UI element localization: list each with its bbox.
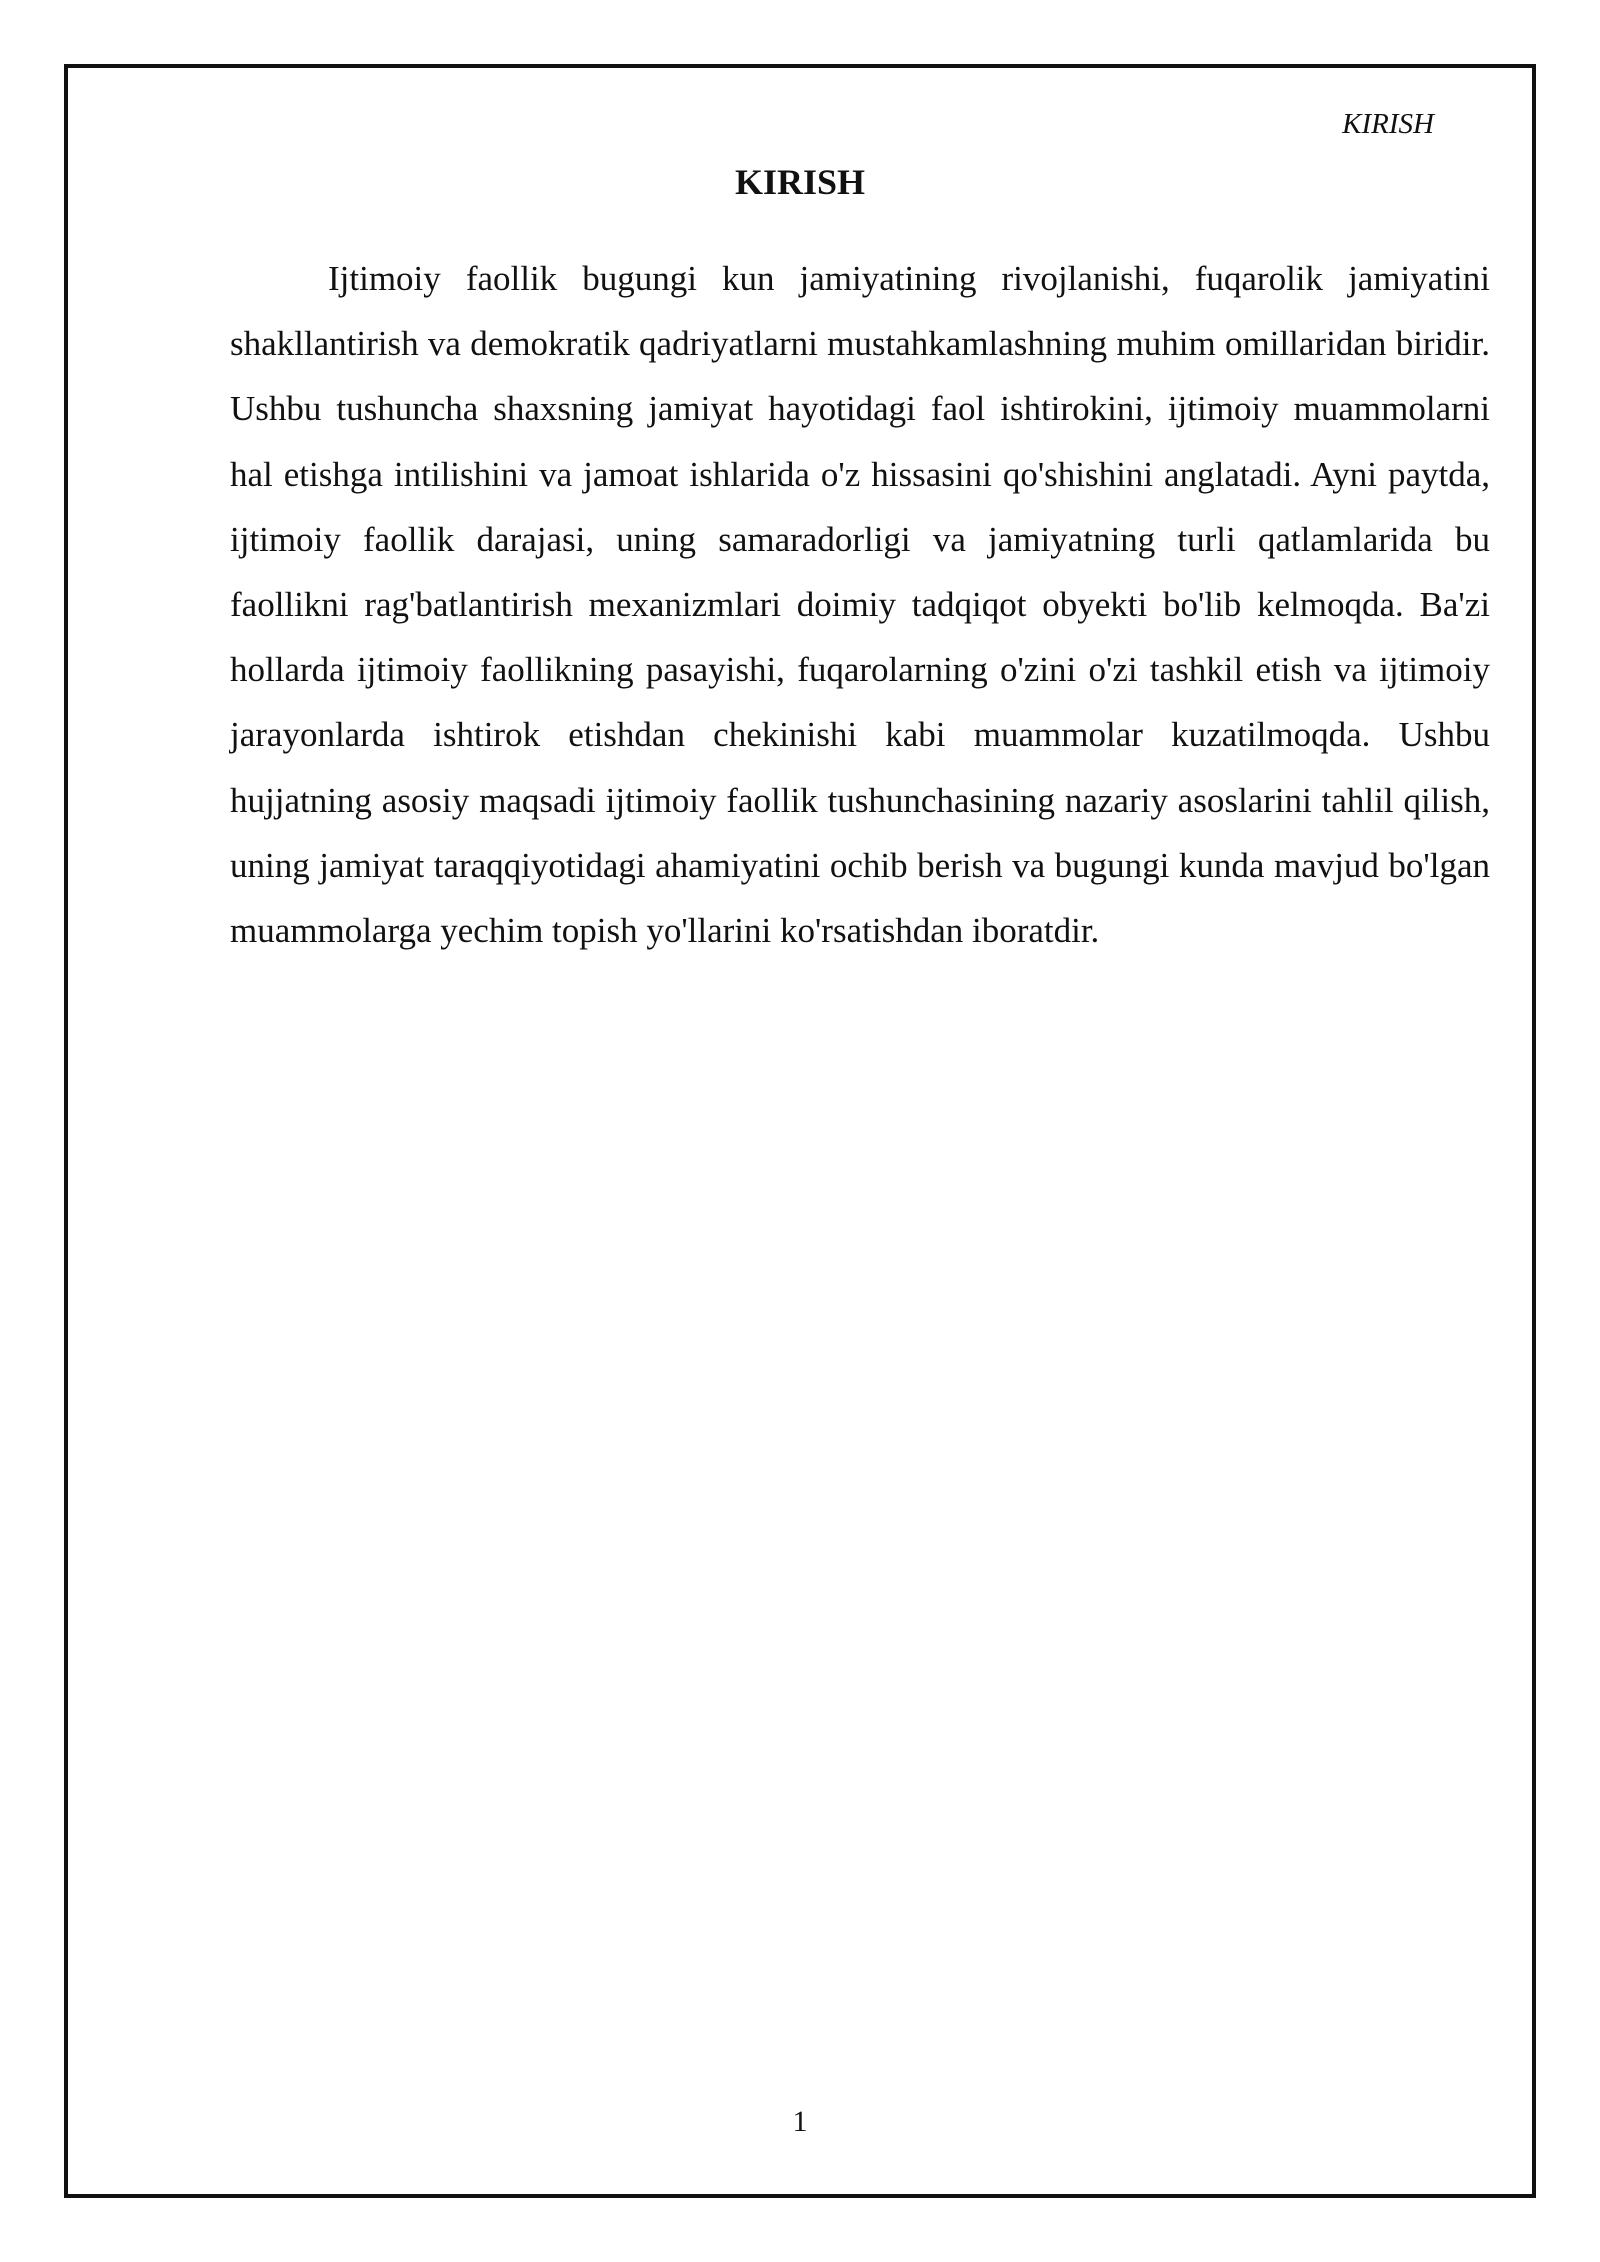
running-header: KIRISH <box>1342 108 1434 140</box>
page-border <box>64 64 1536 2198</box>
document-title: KIRISH <box>734 162 866 202</box>
body-paragraph: Ijtimoiy faollik bugungi kun jamiyatining rivojlanishi, fuqarolik jamiyatini shakllantirish va demokratik qadriyatlarni mustahkamlashning muhim omillaridan biridir. Ushbu tushuncha shaxsning jamiyat hayotidagi faol ishtirokini, ijtimoiy muammolarni hal etishga intilishini va jamoat ishlarida o'z hissasini qo'shishini anglatadi. Ayni paytda, ijtimoiy faollik darajasi, uning samaradorligi va jamiyatning turli qatlamlarida bu faollikni rag'batlantirish mexanizmlari doimiy tadqiqot obyekti bo'lib kelmoqda. Ba'zi hollarda ijtimoiy faollikning pasayishi, fuqarolarning o'zini o'zi tashkil etish va ijtimoiy jarayonlarda ishtirok etishdan chekinishi kabi muammolar kuzatilmoqda. Ushbu hujjatning asosiy maqsadi ijtimoiy faollik tushunchasining nazariy asoslarini tahlil qilish, uning jamiyat taraqqiyotidagi ahamiyatini ochib berish va bugungi kunda mavjud bo'lgan muammolarga yechim topish yo'llarini ko'rsatishdan iboratdir. <box>230 259 1490 951</box>
page-number: 1 <box>792 2105 808 2138</box>
